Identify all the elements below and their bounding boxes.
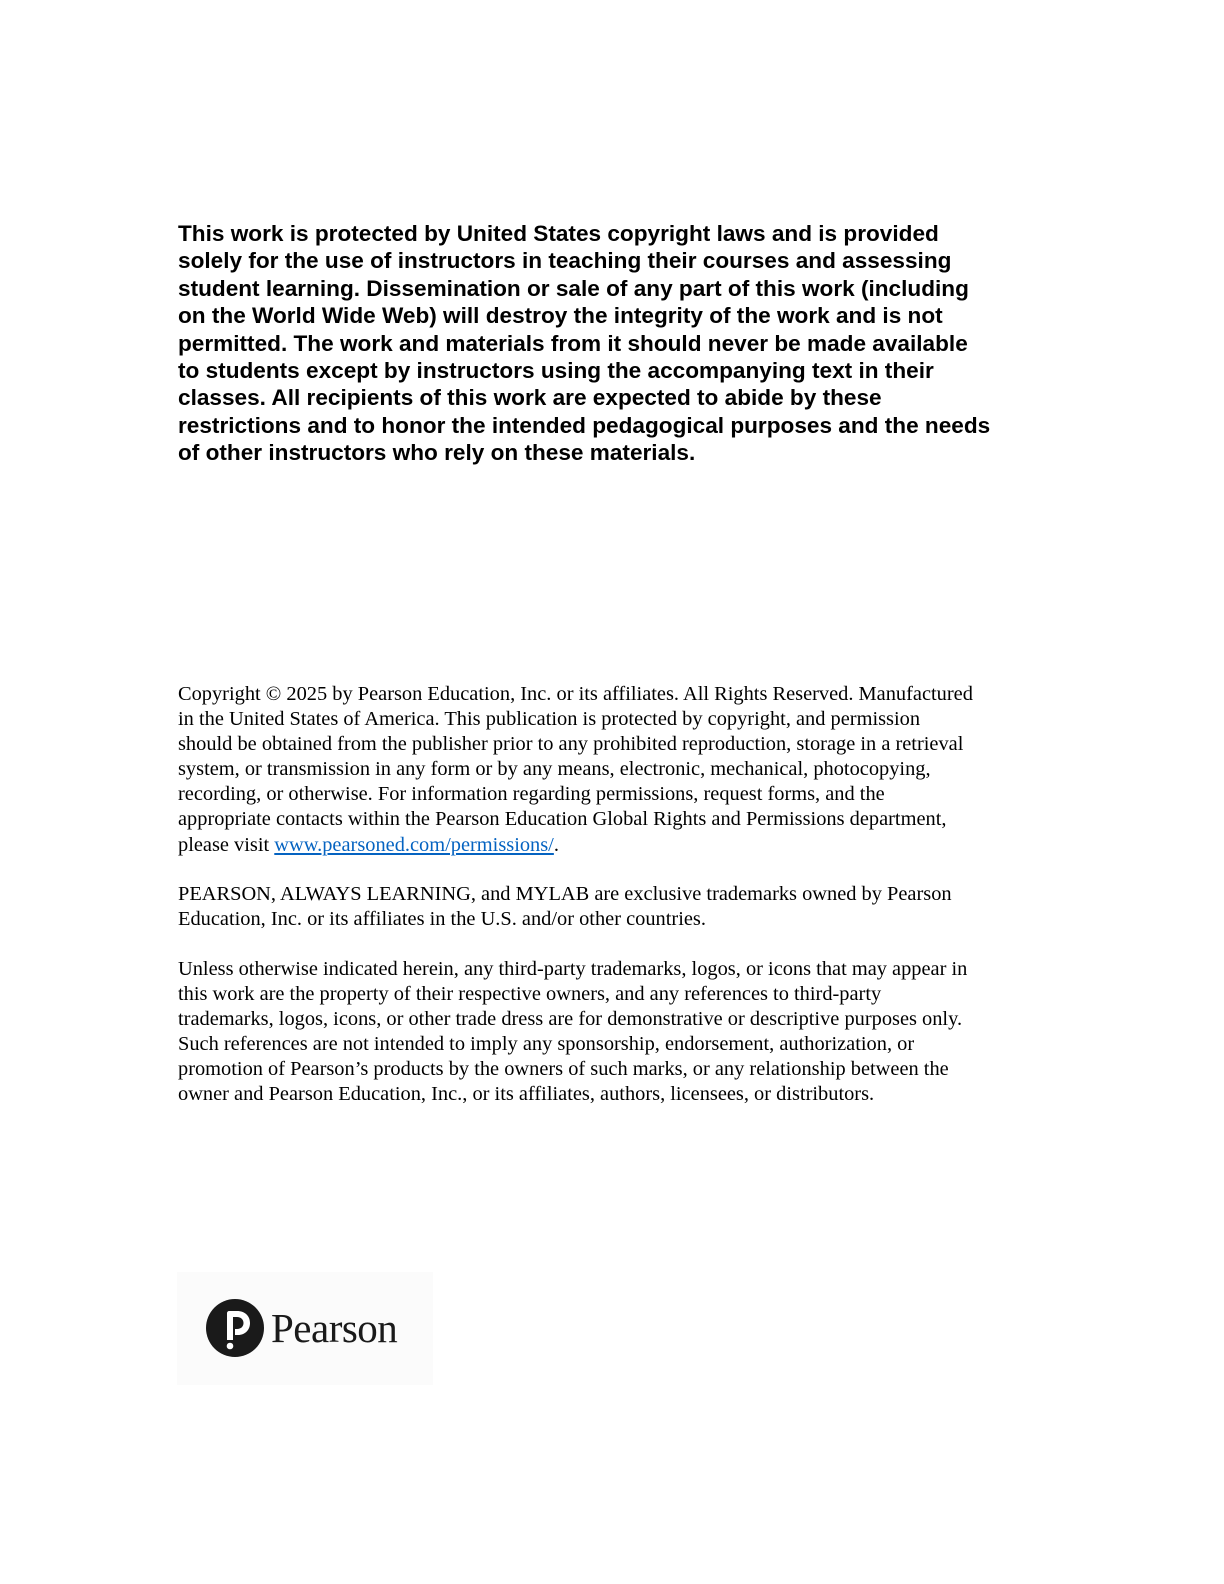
- pearson-logo: [177, 1272, 433, 1385]
- copyright-text: Copyright © 2025 by Pearson Education, Inc. or its affiliates. All Rights Reserved. Manufactured in the United States of America. This publication is protected by copyright, and permission should be obtained from the publisher prior to any prohibited reproduction, storage in a retrieval system, or transmission in any form or by any means, electronic, mechanical, photocopying, recording, or otherwise. For information regarding permissions, request forms, and the appropriate contacts within the Pearson Education Global Rights and Permissions department, please visit: [178, 683, 973, 856]
- copyright-paragraph: [178, 682, 1048, 858]
- third-party-paragraph: Unless otherwise indicated herein, any third-party trademarks, logos, or icons that may appear in this work are the property of their respective owners, and any references to third-party trademarks, logos, icons, or other trade dress are for demonstrative or descriptive purposes only. Such references are not intended to imply any sponsorship, endorsement, authorization, or promotion of Pearson’s products by the owners of such marks, or any relationship between the owner and Pearson Education, Inc., or its affiliates, authors, licensees, or distributors.: [178, 957, 968, 1106]
- copyright-end: .: [553, 833, 559, 856]
- permissions-link[interactable]: www.pearsoned.com/permissions/: [274, 833, 554, 856]
- pearson-p-icon: [205, 1298, 265, 1358]
- copyright-notice: This work is protected by United States copyright laws and is provided solely for the use of instructors in teaching their courses and assessing student learning. Dissemination or sale of any part of this work (including on the World Wide Web) will destroy the integrity of the work and is not permitted. The work and materials from it should never be made available to students except by instructors using the accompanying text in their classes. All recipients of this work are expected to abide by these restrictions and to honor the intended pedagogical purposes and the needs of other instructors who rely on these materials.: [178, 221, 991, 466]
- legal-section: [178, 682, 1048, 1132]
- pearson-wordmark: Pearson: [271, 1305, 398, 1351]
- trademarks-paragraph: PEARSON, ALWAYS LEARNING, and MYLAB are exclusive trademarks owned by Pearson Education, Inc. or its affiliates in the U.S. and/or other countries.: [178, 883, 952, 931]
